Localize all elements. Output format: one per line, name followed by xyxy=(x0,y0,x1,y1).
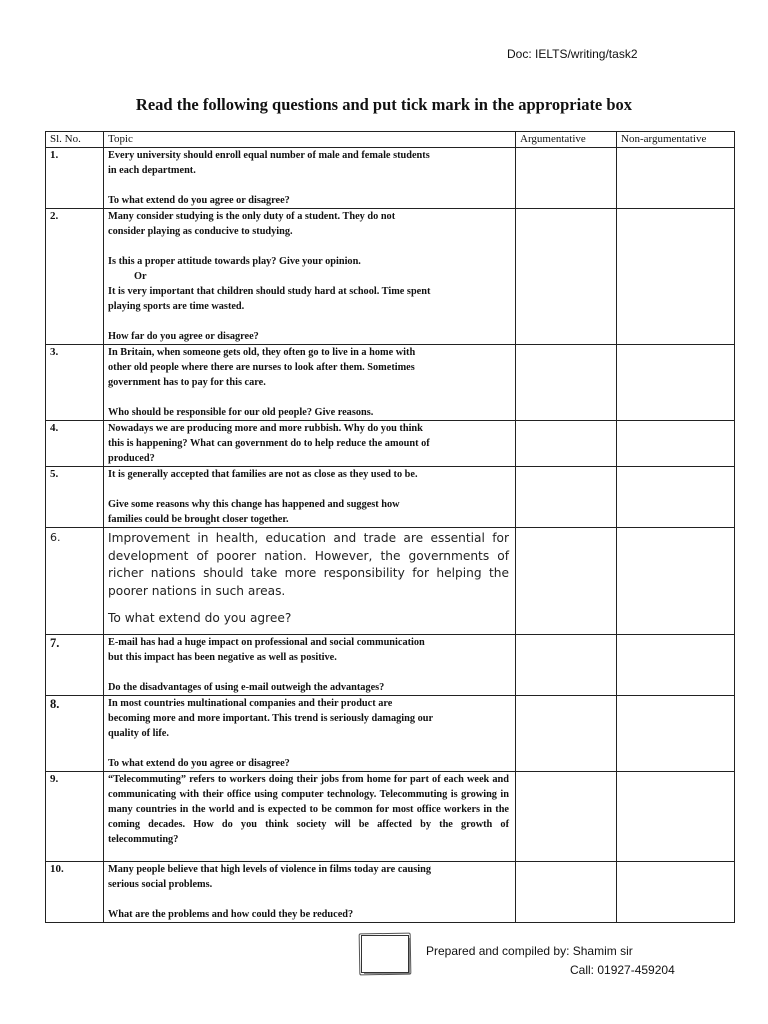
topic-cell xyxy=(104,421,516,467)
topic-cell xyxy=(104,467,516,528)
prepared-by-text: Prepared and compiled by: Shamim sir xyxy=(426,944,633,958)
non-argumentative-tick-box[interactable] xyxy=(617,345,735,421)
topic-question: Is this a proper attitude towards play? Give your opinion. xyxy=(108,256,361,267)
call-number-text: Call: 01927-459204 xyxy=(570,963,675,977)
row-number: 5. xyxy=(46,467,104,528)
argumentative-tick-box[interactable] xyxy=(516,345,617,421)
table-row xyxy=(46,772,735,862)
topic-cell xyxy=(104,345,516,421)
topic-question: What are the problems and how could they be reduced? xyxy=(108,909,354,920)
non-argumentative-tick-box[interactable] xyxy=(617,467,735,528)
table-row xyxy=(46,528,735,635)
questions-table xyxy=(45,131,735,923)
table-row xyxy=(46,209,735,345)
topic-text: Every university should enroll equal number of male and female students in each department. xyxy=(108,150,430,176)
header-topic: Topic xyxy=(104,132,516,148)
signature-box xyxy=(361,935,409,973)
non-argumentative-tick-box[interactable] xyxy=(617,148,735,209)
topic-question: Give some reasons why this change has happened and suggest how families could be brought closer together. xyxy=(108,499,400,525)
table-row xyxy=(46,862,735,923)
document-reference: Doc: IELTS/writing/task2 xyxy=(507,47,638,61)
topic-text: E-mail has had a huge impact on professional and social communication but this impact has been negative as well as positive. xyxy=(108,637,425,663)
row-number: 3. xyxy=(46,345,104,421)
header-argumentative: Argumentative xyxy=(516,132,617,148)
table-row xyxy=(46,635,735,696)
row-number: 7. xyxy=(46,635,104,696)
topic-question: To what extend do you agree? xyxy=(108,611,292,625)
topic-text: “Telecommuting” refers to workers doing their jobs from home for part of each week and communicating with their office using computer technology. Telecommuting is growing in many countries in the world and is expected to be common for most office workers in the coming decades. How do you think society will be affected by the growth of telecommuting? xyxy=(108,774,509,845)
argumentative-tick-box[interactable] xyxy=(516,467,617,528)
topic-question: How far do you agree or disagree? xyxy=(108,331,259,342)
topic-text: Improvement in health, education and trade are essential for development of poorer nation. However, the governments of richer nations should take more responsibility for helping the poorer nations in such areas. xyxy=(108,531,509,598)
row-number: 10. xyxy=(46,862,104,923)
argumentative-tick-box[interactable] xyxy=(516,862,617,923)
topic-question: Do the disadvantages of using e-mail outweigh the advantages? xyxy=(108,682,385,693)
row-number: 8. xyxy=(46,696,104,772)
topic-cell xyxy=(104,209,516,345)
row-number: 9. xyxy=(46,772,104,862)
topic-or: Or xyxy=(134,271,147,282)
row-number: 6. xyxy=(46,528,104,635)
topic-text: Many people believe that high levels of violence in films today are causing serious social problems. xyxy=(108,864,432,890)
topic-question: Who should be responsible for our old people? Give reasons. xyxy=(108,407,374,418)
argumentative-tick-box[interactable] xyxy=(516,635,617,696)
table-row xyxy=(46,696,735,772)
table-row xyxy=(46,345,735,421)
table-row xyxy=(46,467,735,528)
topic-cell xyxy=(104,862,516,923)
topic-question: To what extend do you agree or disagree? xyxy=(108,195,290,206)
table-row xyxy=(46,421,735,467)
argumentative-tick-box[interactable] xyxy=(516,148,617,209)
row-number: 4. xyxy=(46,421,104,467)
topic-cell xyxy=(104,528,516,635)
row-number: 1. xyxy=(46,148,104,209)
table-header-row xyxy=(46,132,735,148)
non-argumentative-tick-box[interactable] xyxy=(617,862,735,923)
topic-cell xyxy=(104,772,516,862)
topic-question: To what extend do you agree or disagree? xyxy=(108,758,290,769)
topic-text: Many consider studying is the only duty of a student. They do not consider playing as conducive to studying. xyxy=(108,211,396,237)
non-argumentative-tick-box[interactable] xyxy=(617,635,735,696)
topic-text: It is generally accepted that families are not as close as they used to be. xyxy=(108,469,418,480)
header-sl-no: Sl. No. xyxy=(46,132,104,148)
non-argumentative-tick-box[interactable] xyxy=(617,772,735,862)
non-argumentative-tick-box[interactable] xyxy=(617,696,735,772)
argumentative-tick-box[interactable] xyxy=(516,696,617,772)
argumentative-tick-box[interactable] xyxy=(516,528,617,635)
non-argumentative-tick-box[interactable] xyxy=(617,209,735,345)
table-row xyxy=(46,148,735,209)
header-non-argumentative: Non-argumentative xyxy=(617,132,735,148)
topic-cell xyxy=(104,635,516,696)
topic-text: Nowadays we are producing more and more rubbish. Why do you think this is happening? What can government do to help reduce the amount of produced? xyxy=(108,423,430,464)
topic-cell xyxy=(104,696,516,772)
non-argumentative-tick-box[interactable] xyxy=(617,528,735,635)
argumentative-tick-box[interactable] xyxy=(516,209,617,345)
topic-text: In most countries multinational companies and their product are becoming more and more important. This trend is seriously damaging our quality of life. xyxy=(108,698,434,739)
page-heading: Read the following questions and put tick mark in the appropriate box xyxy=(135,95,633,114)
non-argumentative-tick-box[interactable] xyxy=(617,421,735,467)
topic-text: In Britain, when someone gets old, they often go to live in a home with other old people where there are nurses to look after them. Sometimes government has to pay for this care. xyxy=(108,347,416,388)
topic-text: It is very important that children should study hard at school. Time spent playing sports are time wasted. xyxy=(108,286,431,312)
row-number: 2. xyxy=(46,209,104,345)
topic-cell xyxy=(104,148,516,209)
argumentative-tick-box[interactable] xyxy=(516,421,617,467)
argumentative-tick-box[interactable] xyxy=(516,772,617,862)
